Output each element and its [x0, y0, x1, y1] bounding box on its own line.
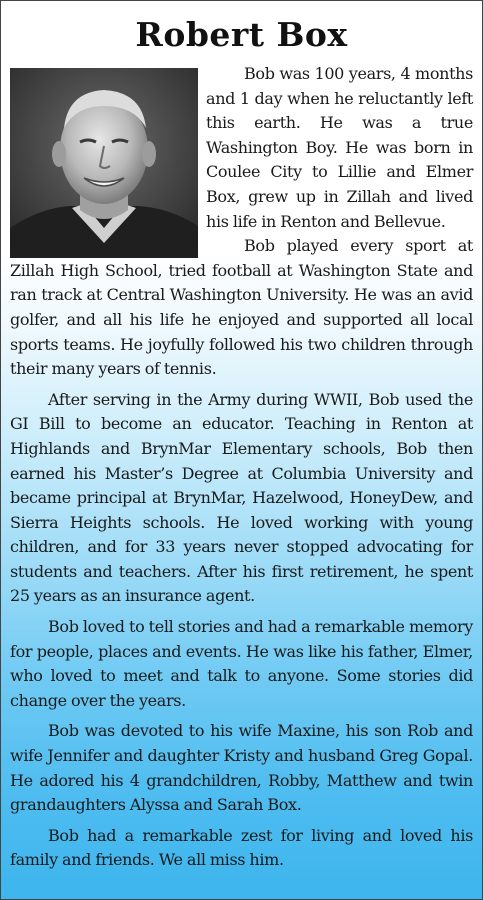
paragraph-3: After serving in the Army during WWII, Bob used the GI Bill to become an educator. Teaching in Renton at Highlands and BrynMar Elementary schools, Bob then earned his Master’s Degree at Columbia University and became principal at BrynMar, Hazelwood, HoneyDew, and Sierra Heights schools. He loved working with young children, and for 33 years never stopped advocating for students and teachers. After his first retirement, he spent 25 years as an insurance agent.	[10, 389, 473, 606]
obituary-title: Robert Box	[135, 15, 348, 54]
paragraph-5: Bob was devoted to his wife Maxine, his son Rob and wife Jennifer and daughter Kristy and husband Greg Gopal. He adored his 4 grandchildren, Robby, Matthew and twin grandaughters Alyssa and Sarah Box.	[10, 721, 473, 815]
paragraph-1: Bob was 100 years, 4 months and 1 day when he reluctantly left this earth. He was a true Washington Boy. He was born in Coulee City to Lillie and Elmer Box, grew up in Zillah and lived his life in Renton and Bellevue.	[206, 64, 473, 231]
paragraph-4: Bob loved to tell stories and had a remarkable memory for people, places and events. He was like his father, Elmer, who loved to meet and talk to anyone. Some stories did change over the years.	[10, 617, 473, 710]
paragraph-6: Bob had a remarkable zest for living and loved his family and friends. We all miss him.	[10, 825, 473, 870]
photo-wrap-spacer	[10, 62, 206, 258]
obituary-body	[10, 62, 473, 879]
paragraph-2: Bob played every sport at Zillah High School, tried football at Washington State and ran track at Central Washington University. He was an avid golfer, and all his life he enjoyed and supported all local sports teams. He joyfully followed his two children through their many years of tennis.	[10, 236, 473, 379]
